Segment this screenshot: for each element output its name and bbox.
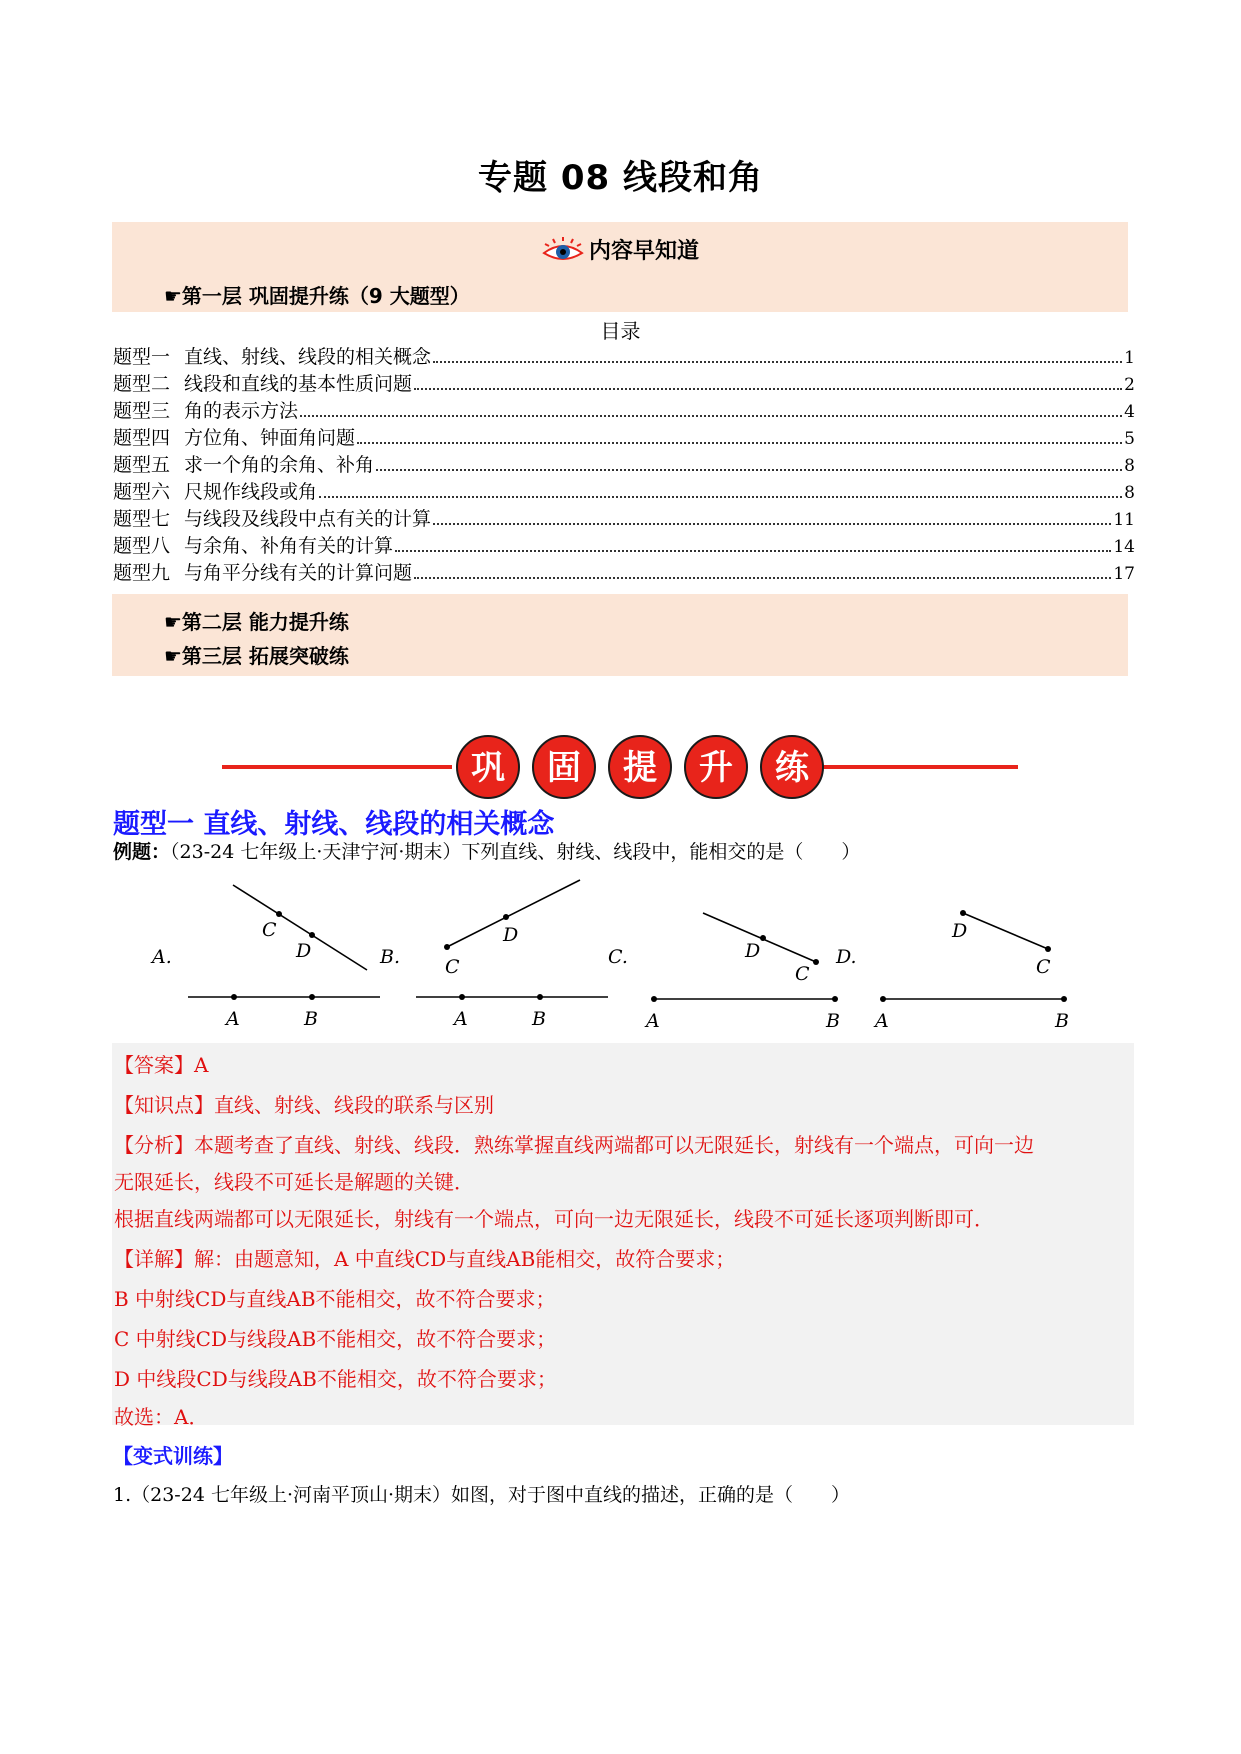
toc-item-page: 1 (1124, 348, 1135, 368)
toc-item[interactable] (113, 396, 1135, 423)
option-label-b: B. (380, 946, 401, 968)
geometry-figure (140, 875, 1080, 1035)
toc-item-type: 题型二 (113, 373, 171, 395)
toc-item-type: 题型四 (113, 427, 171, 449)
point-b-a (309, 994, 315, 1000)
option-label-c: C. (608, 946, 628, 968)
point-c-c (813, 959, 819, 965)
label-b-b: B (532, 1008, 546, 1030)
toc-item-type: 题型六 (113, 481, 171, 503)
toc-item-page: 8 (1124, 456, 1135, 476)
toc-item[interactable] (113, 504, 1135, 531)
example-text: （23-24 七年级上·天津宁河·期末）下列直线、射线、线段中，能相交的是（ ） (170, 841, 861, 863)
knowledge-line: 【知识点】直线、射线、线段的联系与区别 (114, 1093, 494, 1117)
label-d-c: D (745, 940, 761, 962)
toc-leader (414, 577, 1111, 579)
toc-leader (319, 496, 1122, 498)
page-title: 专题 08 线段和角 (478, 158, 763, 198)
variant-question-1: 1.（23-24 七年级上·河南平顶山·期末）如图，对于图中直线的描述，正确的是（ ） (113, 1484, 851, 1506)
point-c-a (276, 911, 282, 917)
point-b-c (832, 996, 838, 1002)
toc-item[interactable] (113, 477, 1135, 504)
label-a-a: A (226, 1008, 240, 1030)
point-d-a (309, 932, 315, 938)
banner-char: 练 (775, 748, 809, 788)
analysis-line-1: 【分析】本题考查了直线、射线、线段．熟练掌握直线两端都可以无限延长，射线有一个端点，可向一边 (114, 1133, 1034, 1157)
toc-leader (357, 442, 1122, 444)
overview-heading-text: 内容早知道 (588, 239, 699, 264)
choice-line: 故选：A． (114, 1405, 209, 1429)
banner-char: 提 (623, 748, 657, 788)
banner-char: 巩 (471, 748, 505, 788)
point-a-d (880, 996, 886, 1002)
toc-leader (433, 361, 1122, 363)
overview-top (112, 222, 1128, 312)
example-label: 例题： (113, 841, 171, 863)
answer-box (112, 1043, 1134, 1429)
toc-item-name: 尺规作线段或角 (184, 481, 318, 503)
label-d-a: D (296, 940, 312, 962)
layer-2: ☛第二层 能力提升练 (164, 610, 349, 634)
section-banner (222, 735, 1018, 799)
label-b-c: B (826, 1010, 840, 1032)
option-label-a: A. (152, 946, 172, 968)
banner-char: 固 (547, 748, 581, 788)
toc-leader (395, 550, 1111, 552)
toc-item-page: 5 (1124, 429, 1135, 449)
label-d-d: D (952, 920, 968, 942)
label-c-d: C (1036, 956, 1051, 978)
label-c-a: C (262, 919, 277, 941)
point-c-b (444, 944, 450, 950)
toc-item-type: 题型三 (113, 400, 171, 422)
banner-char: 升 (699, 748, 733, 788)
point-d-c (760, 935, 766, 941)
label-a-c: A (646, 1010, 660, 1032)
section-heading: 题型一 直线、射线、线段的相关概念 (113, 809, 555, 840)
point-b-d (1061, 996, 1067, 1002)
solution-line-3: C 中射线CD与线段AB不能相交，故不符合要求； (114, 1327, 557, 1351)
toc-leader (414, 388, 1122, 390)
toc-item-type: 题型七 (113, 508, 171, 530)
overview-heading (112, 234, 1128, 265)
toc-item-page: 2 (1124, 375, 1135, 395)
toc-item-name: 直线、射线、线段的相关概念 (184, 346, 432, 368)
label-a-b: A (454, 1008, 468, 1030)
label-c-b: C (445, 956, 460, 978)
toc-item-type: 题型八 (113, 535, 171, 557)
segment-cd-d (963, 913, 1048, 949)
answer-line: 【答案】A (114, 1053, 209, 1077)
analysis-line-3: 根据直线两端都可以无限延长，射线有一个端点，可向一边无限延长，线段不可延长逐项判断即可． (114, 1207, 994, 1231)
option-label-d: D. (836, 946, 857, 968)
label-b-d: B (1055, 1010, 1069, 1032)
example-question (113, 837, 860, 864)
eye-icon (541, 235, 585, 265)
toc-item-name: 与线段及线段中点有关的计算 (184, 508, 432, 530)
toc-item[interactable] (113, 369, 1135, 396)
toc-item[interactable] (113, 558, 1135, 585)
point-a-b (459, 994, 465, 1000)
solution-line-4: D 中线段CD与线段AB不能相交，故不符合要求； (114, 1367, 557, 1391)
toc-item-name: 与角平分线有关的计算问题 (184, 562, 413, 584)
analysis-line-2: 无限延长，线段不可延长是解题的关键． (114, 1170, 474, 1194)
layer-1: ☛第一层 巩固提升练（9 大题型） (164, 284, 470, 308)
toc-item-type: 题型一 (113, 346, 171, 368)
toc-leader (376, 469, 1122, 471)
toc-item-name: 线段和直线的基本性质问题 (184, 373, 413, 395)
toc-item[interactable] (113, 531, 1135, 558)
toc-item[interactable] (113, 450, 1135, 477)
point-a-c (651, 996, 657, 1002)
table-of-contents (113, 342, 1135, 585)
label-a-d: A (875, 1010, 889, 1032)
solution-line-1: 【详解】解：由题意知，A 中直线CD与直线AB能相交，故符合要求； (114, 1247, 736, 1271)
toc-item-page: 11 (1113, 510, 1135, 530)
toc-item[interactable] (113, 423, 1135, 450)
label-b-a: B (304, 1008, 318, 1030)
toc-item-type: 题型九 (113, 562, 171, 584)
variant-title: 【变式训练】 (113, 1444, 233, 1468)
label-c-c: C (795, 963, 810, 985)
toc-item-name: 求一个角的余角、补角 (184, 454, 375, 476)
toc-item-page: 4 (1124, 402, 1135, 422)
toc-leader (433, 523, 1111, 525)
toc-item-page: 14 (1113, 537, 1135, 557)
overview-bottom (112, 594, 1128, 676)
toc-item[interactable] (113, 342, 1135, 369)
point-a-a (231, 994, 237, 1000)
solution-line-2: B 中射线CD与直线AB不能相交，故不符合要求； (114, 1287, 556, 1311)
toc-title: 目录 (600, 319, 641, 343)
toc-item-name: 方位角、钟面角问题 (184, 427, 356, 449)
toc-item-type: 题型五 (113, 454, 171, 476)
layer-3: ☛第三层 拓展突破练 (164, 644, 349, 668)
point-d-b (503, 914, 509, 920)
toc-item-page: 8 (1124, 483, 1135, 503)
point-d-d (960, 910, 966, 916)
label-d-b: D (503, 924, 519, 946)
toc-leader (300, 415, 1122, 417)
toc-item-name: 与余角、补角有关的计算 (184, 535, 394, 557)
point-b-b (537, 994, 543, 1000)
toc-item-name: 角的表示方法 (184, 400, 299, 422)
toc-item-page: 17 (1113, 564, 1135, 584)
point-c-d (1045, 946, 1051, 952)
